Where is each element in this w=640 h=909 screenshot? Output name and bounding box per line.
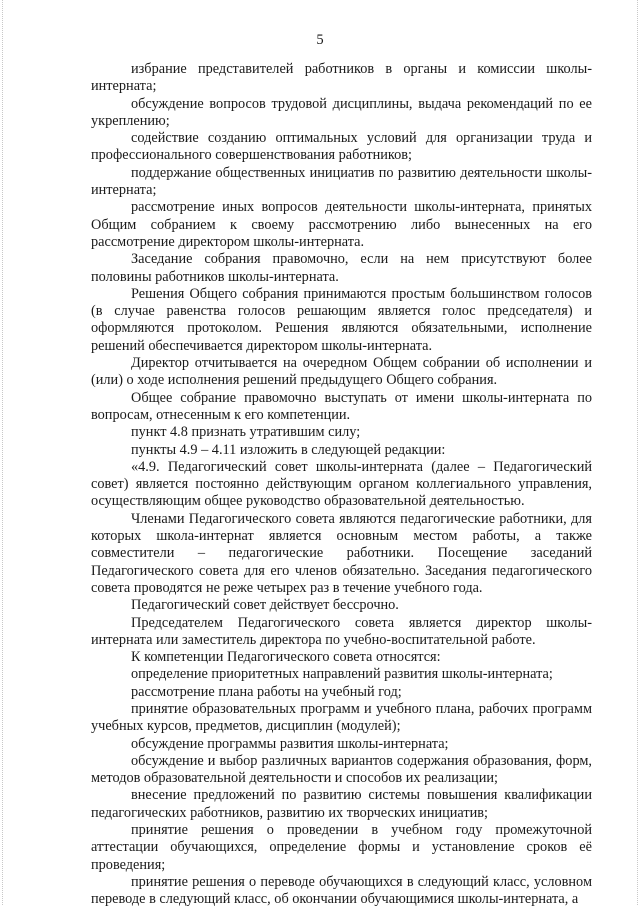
paragraph: обсуждение программы развития школы-интерната;: [131, 735, 449, 752]
paragraph: пункт 4.8 признать утратившим силу;: [131, 424, 361, 441]
paragraph: принятие решения о проведении в учебном году промежуточной аттестации обучающихся, определение формы и установление сроков её проведения;: [91, 822, 592, 873]
paragraph: пункты 4.9 – 4.11 изложить в следующей редакции:: [131, 441, 446, 458]
paragraph: Педагогический совет действует бессрочно.: [131, 597, 399, 614]
paragraph: Общее собрание правомочно выступать от имени школы-интерната по вопросам, отнесенным к его компетенции.: [91, 389, 592, 423]
paragraph: Председателем Педагогического совета является директор школы-интерната или заместитель директора по учебно-воспитательной работе.: [91, 614, 592, 648]
paragraph: определение приоритетных направлений развития школы-интерната;: [131, 666, 553, 683]
page-edge-right: [636, 0, 638, 905]
page-number: 5: [316, 32, 324, 48]
paragraph: рассмотрение плана работы на учебный год;: [131, 683, 402, 700]
paragraph: поддержание общественных инициатив по развитию деятельности школы-интерната;: [91, 164, 592, 199]
paragraph: Решения Общего собрания принимаются простым большинством голосов (в случае равенства голосов решающим является голос председателя) и оформляются протоколом. Решения являются обязательными, исполнение решений обеспечивается директором школы-интерната.: [91, 285, 592, 354]
paragraph: Заседание собрания правомочно, если на нем присутствуют более половины работников школы-интерната.: [91, 251, 592, 285]
paragraph: содействие созданию оптимальных условий для организации труда и профессионального совершенствования работников;: [91, 130, 592, 164]
page-edge-left: [2, 0, 4, 905]
paragraph: внесение предложений по развитию системы повышения квалификации педагогических работников, развитию их творческих инициатив;: [91, 787, 592, 821]
paragraph: принятие образовательных программ и учебного плана, рабочих программ учебных курсов, предметов, дисциплин (модулей);: [91, 700, 592, 735]
paragraph: обсуждение вопросов трудовой дисциплины, выдача рекомендаций по ее укреплению;: [91, 95, 592, 129]
paragraph: «4.9. Педагогический совет школы-интерната (далее – Педагогический совет) является постоянно действующим органом коллегиального управления, осуществляющим общее руководство образовательной деятельностью.: [91, 458, 592, 510]
paragraph: рассмотрение иных вопросов деятельности школы-интерната, принятых Общим собранием к своему рассмотрению либо вынесенных на его рассмотрение директором школы-интерната.: [91, 199, 592, 250]
paragraph: обсуждение и выбор различных вариантов содержания образования, форм, методов образовательной деятельности и способов их реализации;: [91, 752, 592, 787]
paragraph: К компетенции Педагогического совета относятся:: [131, 649, 441, 666]
document-body: [91, 61, 592, 909]
paragraph: избрание представителей работников в органы и комиссии школы-интерната;: [91, 61, 592, 95]
paragraph: Членами Педагогического совета являются педагогические работники, для которых школа-интернат является основным местом работы, а также совместители – педагогические работники. Посещение заседаний Педагогического совета для его членов обязательно. Заседания педагогического совета проводятся не реже четырех раз в течение учебного года.: [91, 510, 592, 596]
paragraph: Директор отчитывается на очередном Общем собрании об исполнении и (или) о ходе исполнения решений предыдущего Общего собрания.: [91, 355, 592, 389]
paragraph: принятие решения о переводе обучающихся в следующий класс, условном переводе в следующий класс, об окончании обучающимися школы-интерната, а: [91, 873, 592, 908]
